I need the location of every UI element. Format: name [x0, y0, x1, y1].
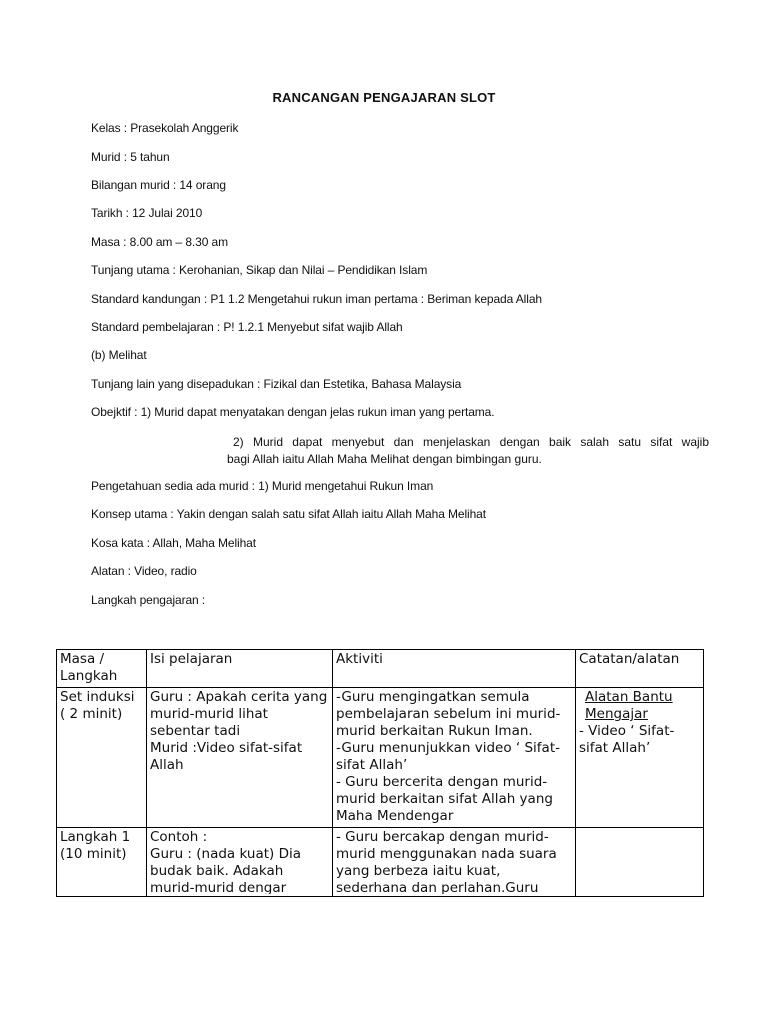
info-standard-pembelajaran: Standard pembelajaran : P! 1.2.1 Menyebut sifat wajib Allah	[91, 320, 403, 334]
cell-aktiviti	[333, 688, 576, 828]
aktiviti-item: - Guru bercerita dengan murid-murid berkaitan sifat Allah yang Maha Mendengar	[336, 774, 553, 824]
header-aktiviti: Aktiviti	[333, 650, 576, 688]
isi-guru-text: Guru : Apakah cerita yang murid-murid lihat sebentar tadi	[150, 689, 328, 739]
info-objektif-2	[227, 434, 709, 468]
cell-masa: Set induksi ( 2 minit)	[57, 688, 147, 828]
info-langkah-pengajaran: Langkah pengajaran :	[91, 593, 206, 607]
cell-catatan	[576, 688, 704, 828]
info-standard-kandungan: Standard kandungan : P1 1.2 Mengetahui rukun iman pertama : Beriman kepada Allah	[91, 292, 542, 306]
isi-murid-text: Murid :Video sifat-sifat Allah	[150, 740, 303, 773]
info-konsep-utama: Konsep utama : Yakin dengan salah satu sifat Allah iaitu Allah Maha Melihat	[91, 507, 486, 521]
table-header-row	[57, 650, 704, 688]
info-kelas: Kelas : Prasekolah Anggerik	[91, 121, 239, 135]
table-row	[57, 828, 704, 897]
info-pengetahuan-sedia-ada: Pengetahuan sedia ada murid : 1) Murid mengetahui Rukun Iman	[91, 479, 434, 493]
aktiviti-item: - Guru bercakap dengan murid-murid menggunakan nada suara yang berbeza iaitu kuat, sederhana dan perlahan.Guru	[336, 829, 557, 894]
objektif-2-line-1: 2) Murid dapat menyebut dan menjelaskan dengan baik salah satu sifat wajib	[233, 435, 709, 449]
info-tunjang-lain: Tunjang lain yang disepadukan : Fizikal dan Estetika, Bahasa Malaysia	[91, 377, 462, 391]
isi-guru-text: Guru : (nada kuat) Dia budak baik. Adakah murid-murid dengar	[150, 846, 301, 894]
aktiviti-item: -Guru menunjukkan video ‘ Sifat-sifat Allah’	[336, 740, 560, 773]
info-tarikh: Tarikh : 12 Julai 2010	[91, 206, 203, 220]
info-murid: Murid : 5 tahun	[91, 150, 170, 164]
info-tunjang-utama: Tunjang utama : Kerohanian, Sikap dan Nilai – Pendidikan Islam	[91, 263, 428, 277]
catatan-heading: Alatan Bantu Mengajar	[585, 689, 673, 722]
header-masa: Masa / Langkah	[57, 650, 147, 688]
header-catatan: Catatan/alatan	[576, 650, 704, 688]
cell-isi	[147, 828, 333, 897]
info-objektif-1: Obejktif : 1) Murid dapat menyatakan dengan jelas rukun iman yang pertama.	[91, 405, 495, 419]
info-alatan: Alatan : Video, radio	[91, 564, 197, 578]
table-row	[57, 688, 704, 828]
cell-aktiviti	[333, 828, 576, 897]
info-bilangan-murid: Bilangan murid : 14 orang	[91, 178, 226, 192]
catatan-item: - Video ‘ Sifat-sifat Allah’	[579, 723, 675, 756]
lesson-plan-table	[56, 649, 704, 897]
isi-contoh-label: Contoh :	[150, 829, 208, 845]
document-title: RANCANGAN PENGAJARAN SLOT	[272, 90, 496, 105]
cell-catatan	[576, 828, 704, 897]
info-masa: Masa : 8.00 am – 8.30 am	[91, 235, 229, 249]
cell-isi	[147, 688, 333, 828]
cell-masa: Langkah 1 (10 minit)	[57, 828, 147, 897]
info-kosa-kata: Kosa kata : Allah, Maha Melihat	[91, 536, 256, 550]
aktiviti-item: -Guru mengingatkan semula pembelajaran sebelum ini murid-murid berkaitan Rukun Iman.	[336, 689, 561, 739]
objektif-2-line-2: bagi Allah iaitu Allah Maha Melihat dengan bimbingan guru.	[227, 452, 542, 466]
info-melihat: (b) Melihat	[91, 348, 147, 362]
header-isi: Isi pelajaran	[147, 650, 333, 688]
